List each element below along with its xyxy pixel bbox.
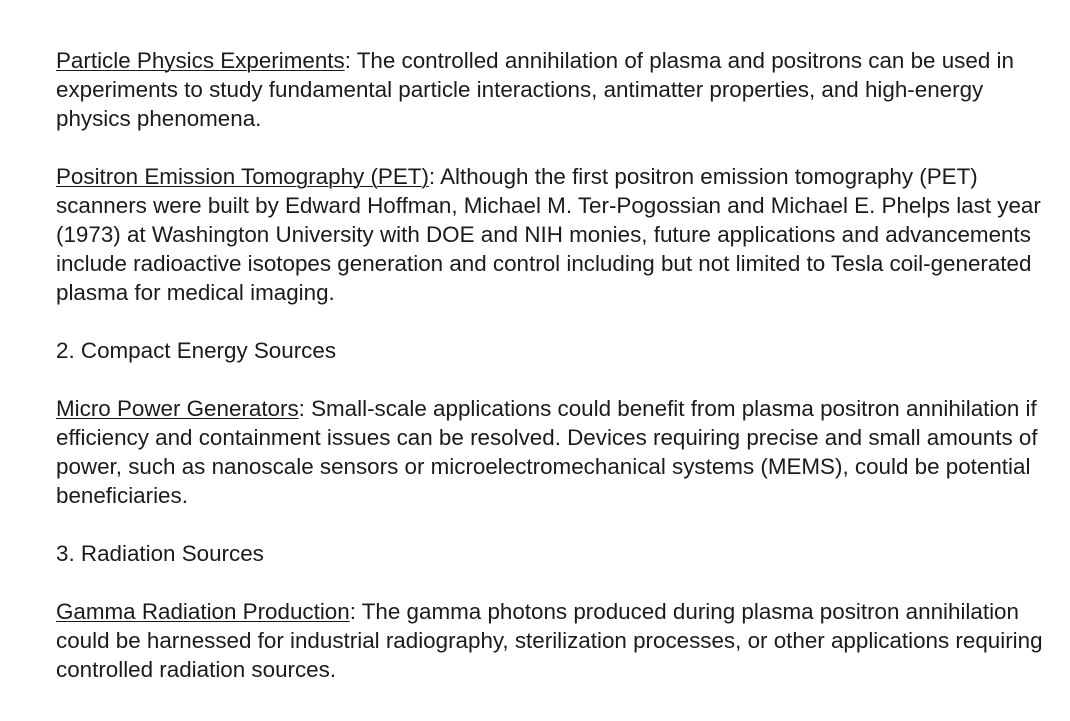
term-positron-emission-tomography: Positron Emission Tomography (PET) xyxy=(56,164,429,189)
paragraph-micro-power-generators xyxy=(56,394,1046,510)
document-body xyxy=(56,46,1046,684)
paragraph-positron-emission-tomography xyxy=(56,162,1046,307)
term-micro-power-generators: Micro Power Generators xyxy=(56,396,299,421)
paragraph-text: : Although the first positron emission tomography (PET) scanners were built by Edward Hoffman, Michael M. Ter-Pogossian and Michael E. Phelps last year (1973) at Washington University with DOE and NIH monies, future applications and advancements include radioactive isotopes generation and control including but not limited to Tesla coil-generated plasma for medical imaging. xyxy=(56,164,1041,305)
paragraph-gamma-radiation-production xyxy=(56,597,1046,684)
paragraph-text: : Small-scale applications could benefit from plasma positron annihilation if efficiency and containment issues can be resolved. Devices requiring precise and small amounts of power, such as nanoscale sensors or microelectromechanical systems (MEMS), could be potential beneficiaries. xyxy=(56,396,1038,508)
term-particle-physics-experiments: Particle Physics Experiments xyxy=(56,48,345,73)
paragraph-text: : The gamma photons produced during plasma positron annihilation could be harnessed for industrial radiography, sterilization processes, or other applications requiring controlled radiation sources. xyxy=(56,599,1043,682)
paragraph-text: : The controlled annihilation of plasma and positrons can be used in experiments to study fundamental particle interactions, antimatter properties, and high-energy physics phenomena. xyxy=(56,48,1014,131)
paragraph-particle-physics-experiments xyxy=(56,46,1046,133)
term-gamma-radiation-production: Gamma Radiation Production xyxy=(56,599,350,624)
section-heading-radiation-sources: 3. Radiation Sources xyxy=(56,541,264,566)
section-heading-compact-energy-sources: 2. Compact Energy Sources xyxy=(56,338,337,363)
